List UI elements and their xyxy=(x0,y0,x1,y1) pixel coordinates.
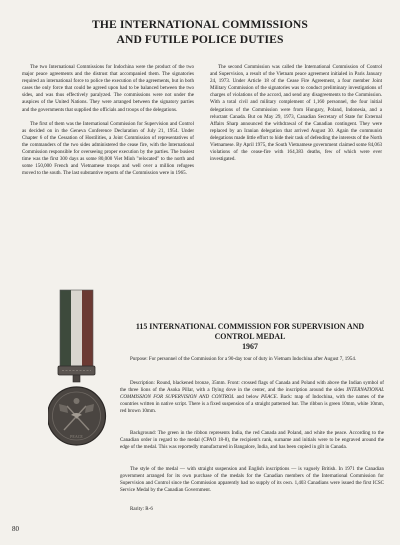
rarity-text xyxy=(120,506,384,513)
svg-text:PEACE: PEACE xyxy=(70,434,83,439)
background-text xyxy=(120,430,384,451)
description-italic1: INTERNATIONAL COMMISSION FOR SUPERVISION AND CONTROL xyxy=(120,387,384,401)
purpose-paragraph: Purpose: For personnel of the Commission for a 90-day tour of duty in Vietnam Indochina after August 7, 1954. xyxy=(130,356,357,362)
background-paragraph: Background: The green in the ribbon represents India, the red Canada and Poland, and white the peace. According to the Canadian order in regard to the medal (CPAO 18-8), the recipient's rank, surname and initials were to be engraved around the edge of the medal. This was reportedly manufactured in Bangalore, India, and has been copied in gilt in Canada. xyxy=(120,430,384,451)
page-title-line2: AND FUTILE POLICE DUTIES xyxy=(116,33,284,46)
left-column xyxy=(22,64,194,184)
page-title xyxy=(0,17,400,47)
rarity-paragraph: Rarity: R-6 xyxy=(130,506,153,512)
medal-illustration xyxy=(48,288,108,458)
ribbon-stripe-red xyxy=(82,290,93,366)
section-title-line2: CONTROL MEDAL xyxy=(214,332,286,342)
medal-photo xyxy=(48,288,108,458)
page-title-line1: THE INTERNATIONAL COMMISSIONS xyxy=(92,18,308,31)
ribbon-stripe-green xyxy=(60,290,71,366)
description-part3: . Back: map of Indochina, with the names of the countries written in native script. There is a fixed suspension of a straight patterned bar. The ribbon is green 10mm, white 10mm, red brown 10mm. xyxy=(120,394,384,415)
section-title-line1: 115 INTERNATIONAL COMMISSION FOR SUPERVISION AND xyxy=(135,322,365,331)
description-text xyxy=(120,380,384,415)
right-column xyxy=(210,64,382,170)
page-number: 80 xyxy=(12,525,19,533)
section-title xyxy=(120,322,380,353)
right-paragraph-1: The second Commission was called the International Commission of Control and Supervision, a result of the Vietnam peace agreement initialed in Paris January 24, 1973. Under Article 18 of the Cease Fire Agreement, a four member Joint Military Commission of the signatories was to conduct preliminary investigations of charges of violations of the accord, and send any disagreements to the Commission. With a total civil and military complement of 1,160 personnel, the four initial delegations of the Commission were from Hungary, Poland, Indonesia, and a reluctant Canada. But on May 29, 1973, Canadian Secretary of State for External Affairs Sharp announced the withdrawal of the Canadian contingent. They were replaced by an Iranian delegation that arrived August 30. Again the communist delegations made little effort to hide their task of defending the interests of the North Vietnamese. By April 1975, the South Vietnamese government claimed some 84,063 violations of the cease-fire with 164,383 deaths, few of which were ever investigated. xyxy=(210,64,382,163)
left-paragraph-2: The first of them was the International Commission for Supervision and Control as decided on in the Geneva Conference Declaration of July 21, 1954. Under Chapter 6 of the Cessation of Hostilities, a Joint Commission of representatives of the commanders of the two sides administered the cease fire, with the International Commission responsible for overseeing proper execution by the parties. The busiest time was the first 300 days as some 80,000 Viet Minh "relocated" to the north and some 150,000 French and Vietnamese troops and well over a million refugees moved to the south. The last substantive reports of the Commission were in 1965. xyxy=(22,120,194,177)
section-title-line3: 1967 xyxy=(242,342,258,352)
ribbon-stripe-white xyxy=(71,290,82,366)
description-part2: and below xyxy=(234,394,262,401)
description-paragraph xyxy=(120,380,384,415)
purpose-text xyxy=(120,356,384,363)
left-paragraph-1: The two International Commissions for Indochina were the product of the two major peace agreements and the distrust that accompanied them. The signatories required an international force to police the execution of the agreements, but in both cases the only force that could be agreed upon had to be balanced between the two sides, and was thus effectively paralyzed. The commissions were not under the auspices of the United Nations. They were arranged between the signatory parties and the governments that supplied the officials and troops of the delegations. xyxy=(22,64,194,113)
style-paragraph: The style of the medal — with straight suspension and English inscriptions — is vaguely British. In 1971 the Canadian government arranged for its own purchase of the medals for the Canadian members of the International Commission for Supervision and Control since the Commission apparently had no supply of its own. 1,403 Canadians were issued the first ICSC Service Medal by the Canadian Government. xyxy=(120,466,384,494)
description-italic2: PEACE xyxy=(261,394,277,401)
description-part1: Description: Round, blackened bronze, 35mm. Front: crossed flags of Canada and Poland with above the Indian symbol of the three lions of the Asoka Pillar, with a flying dove in the center, and the inscription around the sides xyxy=(120,380,384,394)
style-text xyxy=(120,466,384,494)
